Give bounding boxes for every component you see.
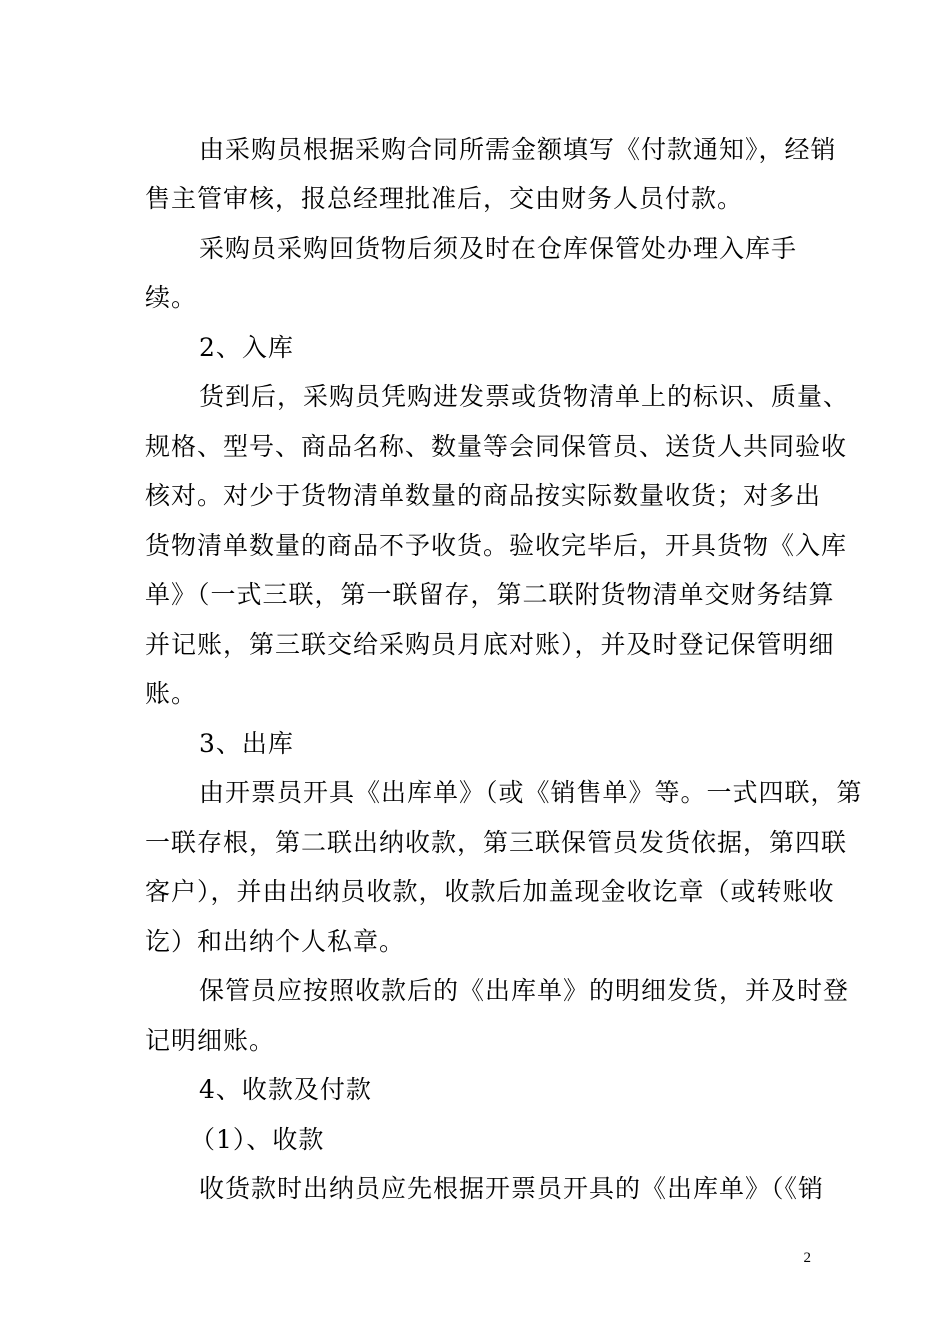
paragraph-line: 一联存根，第二联出纳收款，第三联保管员发货依据，第四联	[145, 828, 848, 857]
paragraph-line: 客户），并由出纳员收款，收款后加盖现金收讫章（或转账收	[145, 877, 835, 906]
paragraph-line: 保管员应按照收款后的《出库单》的明细发货，并及时登	[199, 976, 850, 1005]
subsection-heading: （1）、收款	[190, 1125, 325, 1154]
paragraph-line: 账。	[145, 679, 198, 708]
section-heading: 4、收款及付款	[199, 1075, 372, 1104]
paragraph-line: 货到后，采购员凭购进发票或货物清单上的标识、质量、	[199, 382, 850, 411]
paragraph-line: 售主管审核，报总经理批准后，交由财务人员付款。	[145, 184, 744, 213]
paragraph-line: 收货款时出纳员应先根据开票员开具的《出库单》（《销	[199, 1174, 825, 1203]
paragraph-line: 规格、型号、商品名称、数量等会同保管员、送货人共同验收	[145, 432, 848, 461]
paragraph-line: 单》（一式三联，第一联留存，第二联附货物清单交财务结算	[145, 580, 835, 609]
paragraph-line: 采购员采购回货物后须及时在仓库保管处办理入库手	[199, 234, 798, 263]
paragraph-line: 由采购员根据采购合同所需金额填写《付款通知》，经销	[199, 135, 837, 164]
page-number: 2	[803, 1250, 811, 1266]
paragraph-line: 货物清单数量的商品不予收货。验收完毕后，开具货物《入库	[145, 531, 848, 560]
paragraph-line: 由开票员开具《出库单》（或《销售单》等。一式四联，第	[199, 778, 863, 807]
paragraph-line: 核对。对少于货物清单数量的商品按实际数量收货；对多出	[145, 481, 822, 510]
paragraph-line: 讫）和出纳个人私章。	[145, 927, 406, 956]
paragraph-line: 续。	[145, 283, 198, 312]
paragraph-line: 记明细账。	[145, 1026, 276, 1055]
paragraph-line: 并记账，第三联交给采购员月底对账），并及时登记保管明细	[145, 630, 835, 659]
section-heading: 3、出库	[199, 729, 294, 758]
section-heading: 2、入库	[199, 333, 294, 362]
